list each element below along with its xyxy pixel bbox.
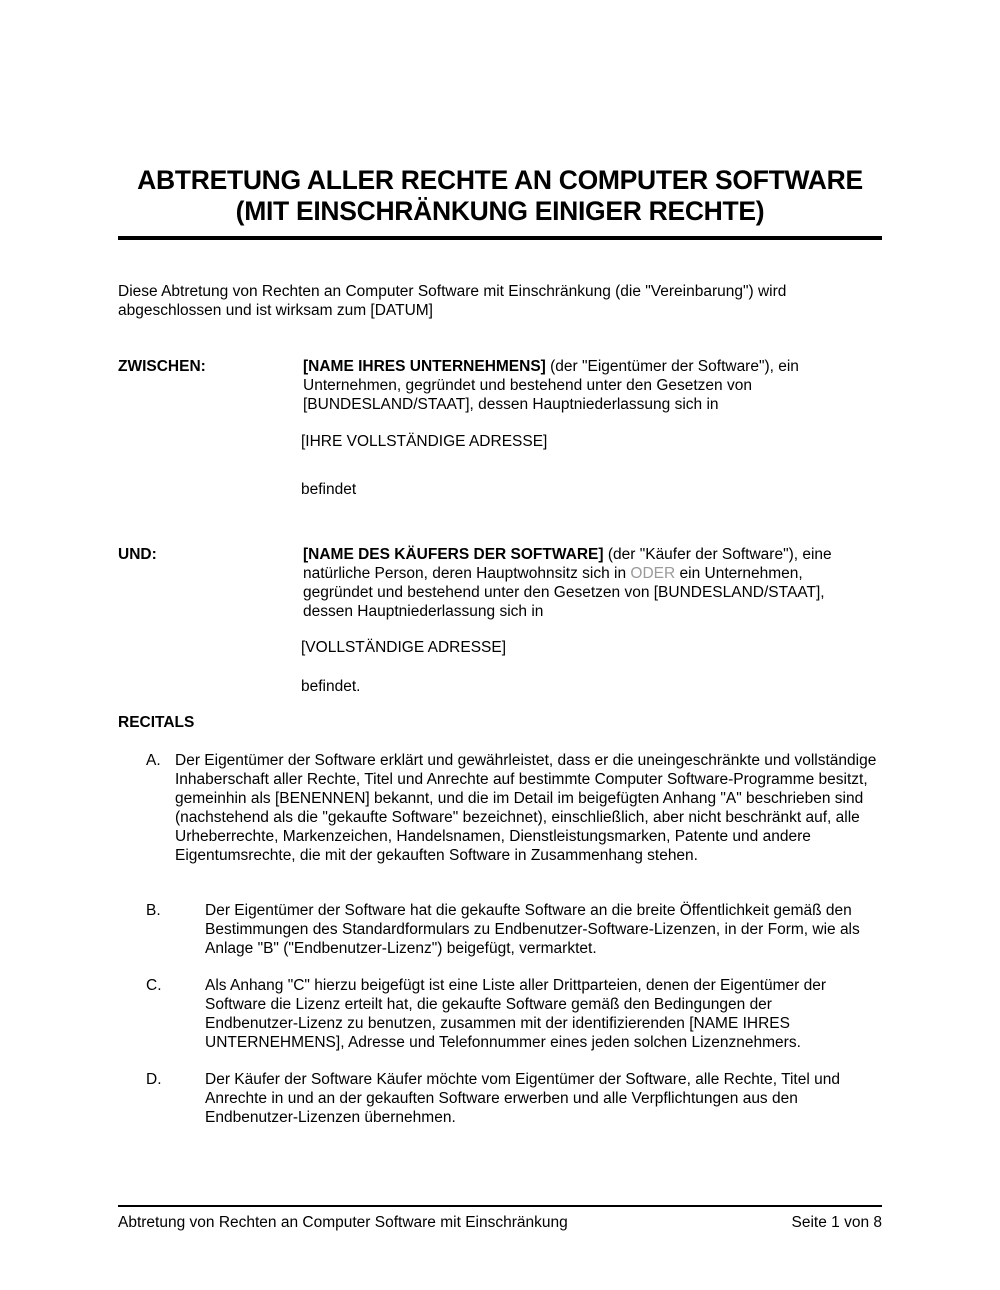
owner-closing: befindet <box>301 481 357 498</box>
recital-letter-b: B. <box>146 902 161 919</box>
recital-d: Der Käufer der Software Käufer möchte vom Eigentümer der Software, alle Rechte, Titel und Anrechte in und an der gekauften Software erwerben und alle Verpflichtungen aus den Endbenutzer-Lizenzen übernehmen. <box>205 1071 840 1126</box>
between-label: ZWISCHEN: <box>118 358 206 375</box>
recitals-heading: RECITALS <box>118 714 195 731</box>
owner-description: (der "Eigentümer der Software"), ein Unternehmen, gegründet und bestehend unter den Gesetzen von [BUNDESLAND/STAAT], dessen Hauptniederlassung sich in <box>303 358 799 413</box>
recital-letter-d: D. <box>146 1071 162 1088</box>
owner-name-placeholder: [NAME IHRES UNTERNEHMENS] <box>303 358 546 375</box>
title-line-2: (MIT EINSCHRÄNKUNG EINIGER RECHTE) <box>235 196 765 226</box>
buyer-description-1: (der "Käufer der Software"), eine natürliche Person, deren Hauptwohnsitz sich in <box>303 546 832 582</box>
and-party-text <box>303 545 873 621</box>
buyer-description-2: ein Unternehmen, gegründet und bestehend unter den Gesetzen von [BUNDESLAND/STAAT], dessen Hauptniederlassung sich in <box>303 565 825 620</box>
recital-a: Der Eigentümer der Software erklärt und gewährleistet, dass er die uneingeschränkte und vollständige Inhaberschaft aller Rechte, Titel und Anrechte auf bestimmte Computer Software-Programme besitzt, gemeinhin als [BENENNEN] bekannt, und die im Detail im beigefügten Anhang "A" beschrieben sind (nachstehend als die "gekaufte Software" bezeichnet), einschließlich, aber nicht beschränkt auf, alle Urheberrechte, Markenzeichen, Handelsnamen, Dienstleistungsmarken, Patente und andere Eigentumsrechte, die mit der gekauften Software in Zusammenhang stehen. <box>175 752 877 864</box>
document-title <box>118 165 882 227</box>
recital-letter-c: C. <box>146 977 162 994</box>
buyer-closing: befindet. <box>301 678 361 695</box>
footer-page-number: Seite 1 von 8 <box>791 1214 882 1231</box>
recital-letter-a: A. <box>146 752 161 769</box>
between-party-text <box>303 357 883 414</box>
title-divider <box>118 236 882 240</box>
owner-address: [IHRE VOLLSTÄNDIGE ADRESSE] <box>301 433 548 450</box>
intro-paragraph: Diese Abtretung von Rechten an Computer Software mit Einschränkung (die "Vereinbarung") wird abgeschlossen und ist wirksam zum [DATUM] <box>118 283 787 319</box>
title-line-1: ABTRETUNG ALLER RECHTE AN COMPUTER SOFTWARE <box>137 165 863 195</box>
oder-option: ODER <box>630 565 676 582</box>
and-label: UND: <box>118 546 157 563</box>
recital-c: Als Anhang "C" hierzu beigefügt ist eine Liste aller Drittparteien, denen der Eigentümer der Software die Lizenz erteilt hat, die gekaufte Software gemäß den Bedingungen der Endbenutzer-Lizenz zu benutzen, zusammen mit der identifizierenden [NAME IHRES UNTERNEHMENS], Adresse und Telefonnummer eines jeden solchen Lizenznehmers. <box>205 977 827 1051</box>
buyer-address: [VOLLSTÄNDIGE ADRESSE] <box>301 639 507 656</box>
buyer-name-placeholder: [NAME DES KÄUFERS DER SOFTWARE] <box>303 546 604 563</box>
recital-b: Der Eigentümer der Software hat die gekaufte Software an die breite Öffentlichkeit gemäß den Bestimmungen des Standardformulars zu Endbenutzer-Software-Lizenzen, in der Form, wie als Anlage "B" ("Endbenutzer-Lizenz") beigefügt, vermarktet. <box>205 902 860 957</box>
footer-document-title: Abtretung von Rechten an Computer Software mit Einschränkung <box>118 1214 568 1231</box>
footer-divider <box>118 1205 882 1207</box>
